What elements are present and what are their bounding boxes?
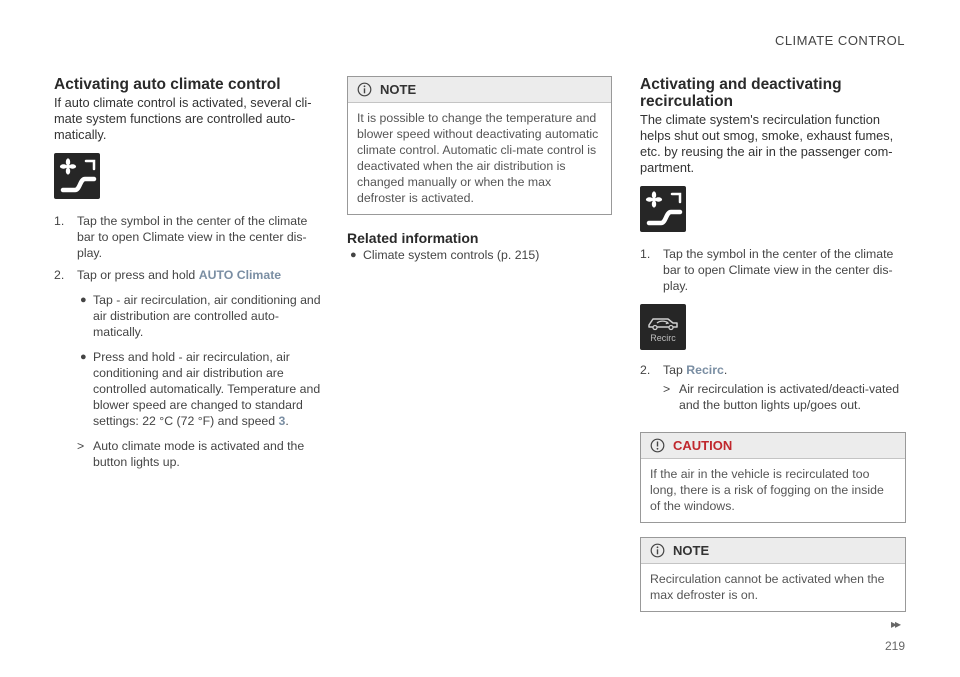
note-text: Recirculation cannot be activated when the max defroster is on. [650,572,885,602]
section-title: CLIMATE CONTROL [774,33,905,48]
result-marker: > [663,382,671,396]
caution-text: If the air in the vehicle is recirculated too long, there is a risk of fogging on the inside of the windows. [650,467,884,513]
next-page-icon[interactable]: ▸▸ [891,617,900,631]
recirc-button [640,304,686,350]
auto-climate-intro: If auto climate control is activated, several cli-mate system functions are controlled auto-matically. [54,95,312,142]
list-item: 2. Tap or press and hold AUTO Climate ● Tap - air recirculation, air conditioning and air distribution are controlled auto-matically. ● Press and hold - air recirculation, air conditioning and air distribution are controlled automatically. Temperature and blower speed are changed to standard settings: 22 °C (72 °F) and speed 3. > Auto climate mode is activated and the button lights up. [54,268,321,469]
recirculation-step-2 [640,362,906,413]
auto-climate-steps [54,213,322,470]
caution-icon [650,438,665,453]
info-icon [650,543,665,558]
speed-value: 3 [278,414,286,428]
note-box [347,76,612,215]
bullet-icon: ● [80,351,87,363]
bullet-icon: ● [80,294,87,306]
list-item: > Air recirculation is activated/deacti-vated and the button lights up/goes out. [663,382,900,412]
note-header [641,538,905,564]
auto-climate-result [77,438,322,470]
note-box [640,537,906,612]
recirculation-result [663,381,906,413]
recirculation-intro: The climate system's recirculation function helps shut out smog, smoke, exhaust fumes, etc. by reusing the air in the passenger com-partment. [640,112,894,175]
related-information-heading: Related information [347,230,479,246]
result-marker: > [77,439,85,453]
recirc-button-label: Recirc [650,333,676,343]
caution-box [640,432,906,523]
recirculation-heading: Activating and deactivating recirculation [640,76,842,110]
note-label: NOTE [380,82,417,97]
note-text: It is possible to change the temperature and blower speed without deactivating automatic climate control. Automatic cli-mate control is deactivated when the air distribution is changed manually or when the max defroster is activated. [357,111,599,205]
page-number: 219 [884,639,905,653]
list-item: ● Tap - air recirculation, air conditioning and air distribution are controlled auto-matically. [80,293,321,339]
list-item: 1. Tap the symbol in the center of the climate bar to open Climate view in the center dis-play. [54,214,308,260]
auto-climate-icon [54,153,100,199]
caution-label: CAUTION [673,438,733,453]
recirc-label-highlight: Recirc [686,363,724,377]
list-item: 1. Tap the symbol in the center of the climate bar to open Climate view in the center dis-play. [640,247,894,293]
note-label: NOTE [673,543,710,558]
recirculation-car-icon [640,304,686,350]
list-item: 2. Tap Recirc. > Air recirculation is activated/deacti-vated and the button lights up/goes out. [640,362,906,413]
left-column [54,76,322,470]
caution-header [641,433,905,459]
middle-column [347,76,612,263]
note-header [348,77,611,103]
list-item: > Auto climate mode is activated and the button lights up. [77,439,305,469]
recirculation-step-1 [640,246,906,294]
auto-climate-options [77,292,322,429]
list-item: ● Press and hold - air recirculation, air conditioning and air distribution are controlled automatically. Temperature and blower speed are changed to standard settings: 22 °C (72 °F) and speed 3. [80,350,321,428]
auto-climate-button-label: AUTO Climate [198,268,282,282]
auto-climate-heading: Activating auto climate control [54,76,281,93]
related-information-list [347,247,612,263]
bullet-icon: ● [350,249,357,261]
auto-climate-icon [640,186,686,232]
related-link[interactable]: ● Climate system controls (p. 215) [350,248,540,262]
right-column [640,76,906,612]
info-icon [357,82,372,97]
